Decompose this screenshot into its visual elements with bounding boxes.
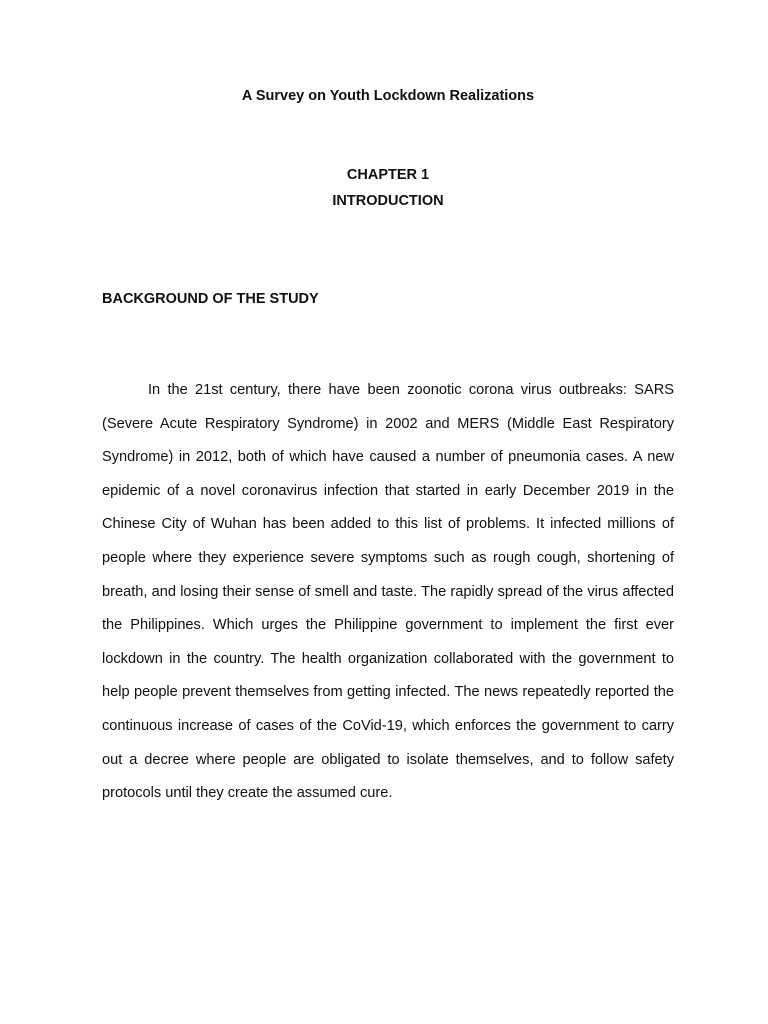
chapter-number: CHAPTER 1 <box>346 167 430 183</box>
chapter-title: INTRODUCTION <box>332 193 444 209</box>
document-title: A Survey on Youth Lockdown Realizations <box>241 88 535 104</box>
section-heading: BACKGROUND OF THE STUDY <box>102 291 319 307</box>
background-paragraph: In the 21st century, there have been zoonotic corona virus outbreaks: SARS (Severe Acute Respiratory Syndrome) in 2002 and MERS (Middle East Respiratory Syndrome) in 2012, both of which have caused a number of pneumonia cases. A new epidemic of a novel coronavirus infection that started in early December 2019 in the Chinese City of Wuhan has been added to this list of problems. It infected millions of people where they experience severe symptoms such as rough cough, shortening of breath, and losing their sense of smell and taste. The rapidly spread of the virus affected the Philippines. Which urges the Philippine government to implement the first ever lockdown in the country. The health organization collaborated with the government to help people prevent themselves from getting infected. The news repeatedly reported the continuous increase of cases of the CoVid-19, which enforces the government to carry out a decree where people are obligated to isolate themselves, and to follow safety protocols until they create the assumed cure. <box>102 382 674 802</box>
